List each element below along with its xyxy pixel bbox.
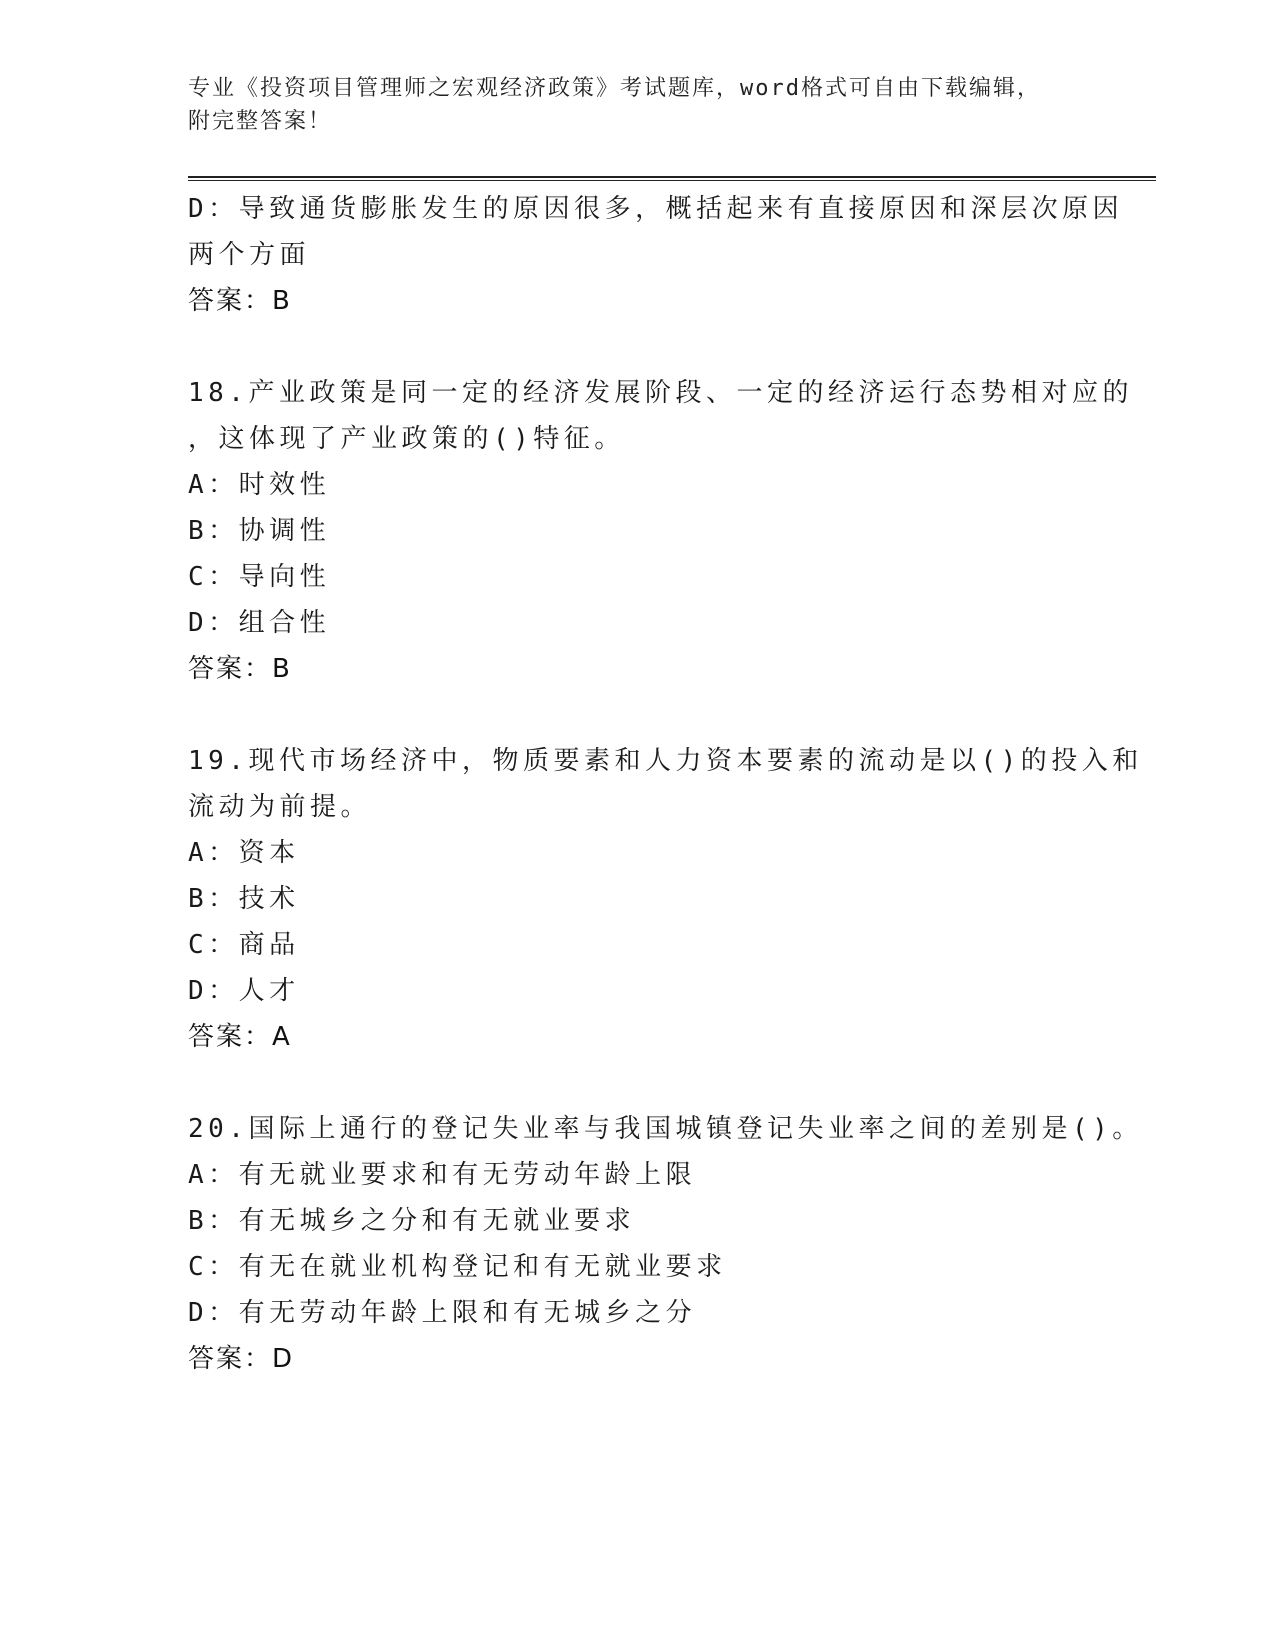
spacer	[188, 324, 1088, 370]
answer-18: 答案：B	[188, 654, 292, 684]
header-line-2: 附完整答案！	[188, 109, 333, 134]
question-18	[188, 370, 1133, 692]
question-19	[188, 738, 1143, 1060]
option-d-line-1: D：导致通货膨胀发生的原因很多，概括起来有直接原因和深层次原因	[188, 194, 1124, 224]
spacer	[188, 1060, 1088, 1106]
question-20-stem-line-1: 20.国际上通行的登记失业率与我国城镇登记失业率之间的差别是()。	[188, 1114, 1143, 1144]
question-20-option-a: A：有无就业要求和有无劳动年龄上限	[188, 1160, 697, 1190]
question-19-option-c: C：商品	[188, 930, 300, 960]
question-20-option-c: C：有无在就业机构登记和有无就业要求	[188, 1252, 727, 1282]
answer-19: 答案：A	[188, 1022, 292, 1052]
question-20	[188, 1106, 1143, 1382]
header-divider	[188, 176, 1156, 181]
question-18-stem-line-2: ，这体现了产业政策的()特征。	[188, 424, 625, 454]
option-d-line-2: 两个方面	[188, 240, 311, 270]
answer-20: 答案：D	[188, 1344, 295, 1374]
question-19-stem-line-2: 流动为前提。	[188, 792, 372, 822]
question-17-tail	[188, 186, 1124, 324]
question-list	[188, 186, 1143, 1382]
question-18-stem-line-1: 18.产业政策是同一定的经济发展阶段、一定的经济运行态势相对应的	[188, 378, 1133, 408]
document-header	[188, 72, 1078, 138]
question-20-option-b: B：有无城乡之分和有无就业要求	[188, 1206, 636, 1236]
question-19-option-d: D：人才	[188, 976, 300, 1006]
header-line-1: 专业《投资项目管理师之宏观经济政策》考试题库，word格式可自由下载编辑，	[188, 76, 1041, 101]
question-19-option-a: A：资本	[188, 838, 300, 868]
question-18-option-d: D：组合性	[188, 608, 331, 638]
question-18-option-b: B：协调性	[188, 516, 331, 546]
question-20-option-d: D：有无劳动年龄上限和有无城乡之分	[188, 1298, 697, 1328]
question-18-option-a: A：时效性	[188, 470, 331, 500]
question-19-stem-line-1: 19.现代市场经济中，物质要素和人力资本要素的流动是以()的投入和	[188, 746, 1143, 776]
answer-17: 答案：B	[188, 286, 292, 316]
question-19-option-b: B：技术	[188, 884, 300, 914]
spacer	[188, 692, 1088, 738]
question-18-option-c: C：导向性	[188, 562, 331, 592]
